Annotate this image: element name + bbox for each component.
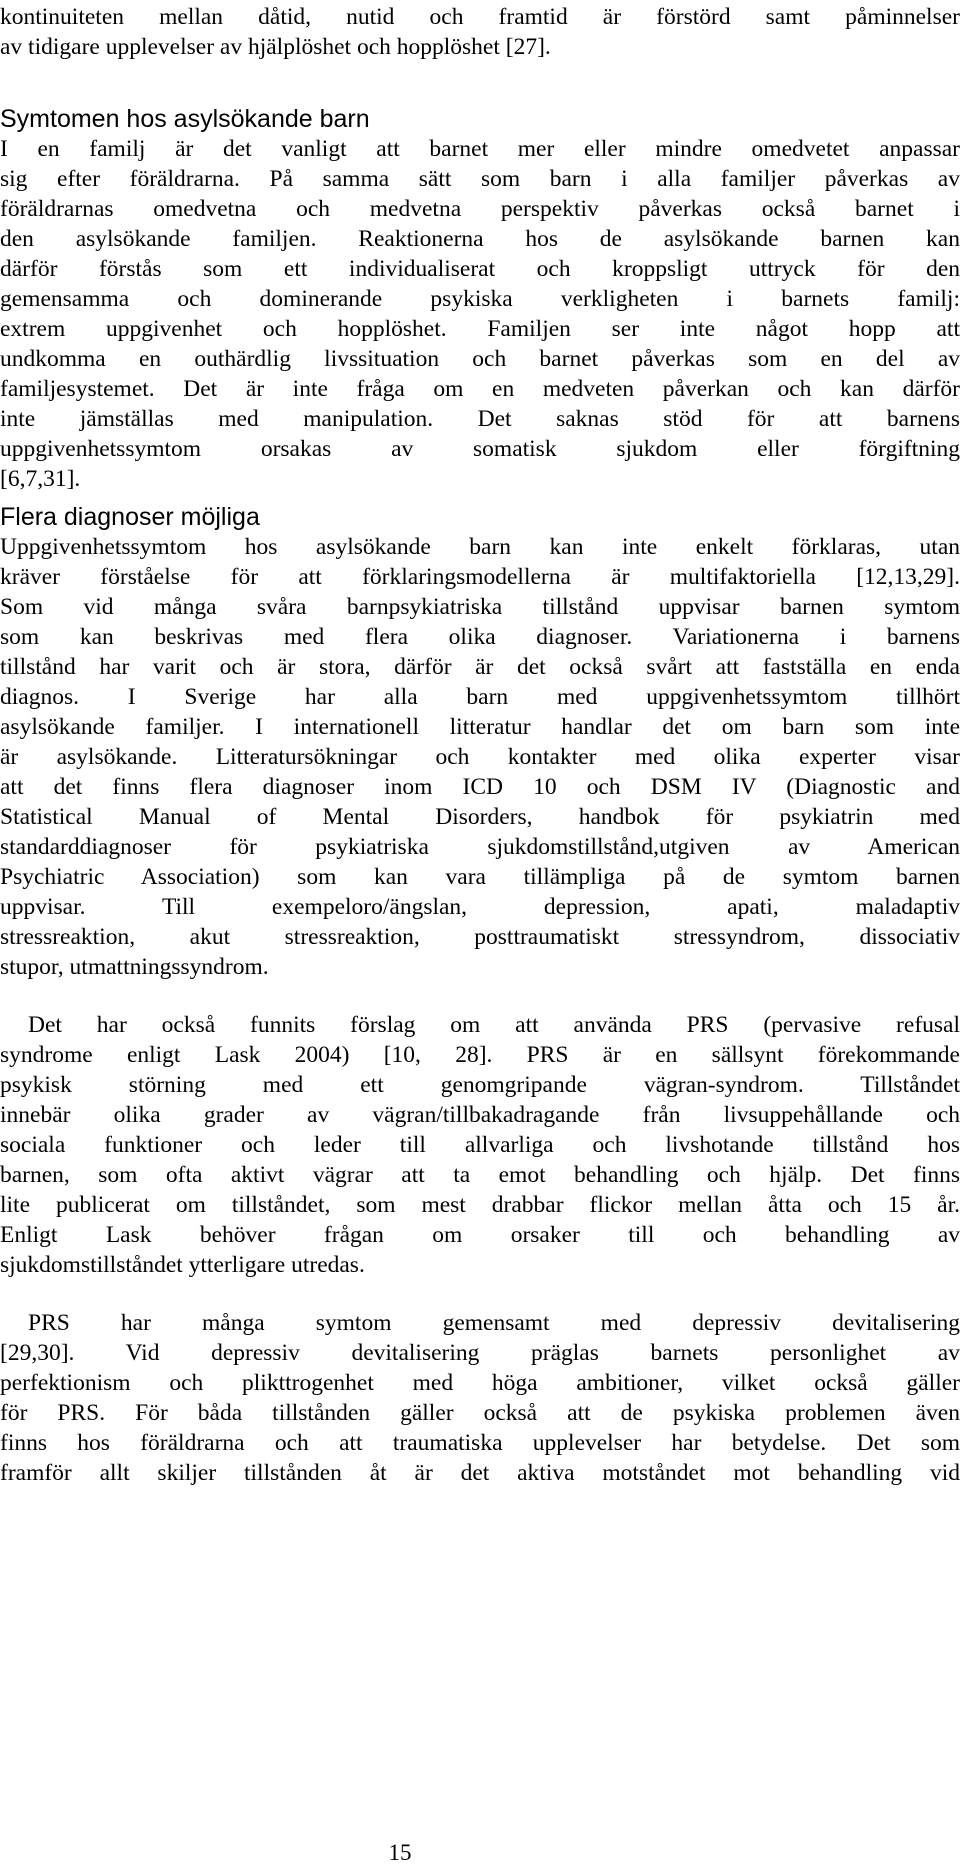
page-content bbox=[0, 2, 960, 1488]
text-line: psykisk störning med ett genomgripande vägran-syndrom. Tillståndet bbox=[0, 1072, 960, 1098]
text-line: extrem uppgivenhet och hopplöshet. Familjen ser inte något hopp att bbox=[0, 316, 960, 342]
text-line: innebär olika grader av vägran/tillbakadragande från livsuppehållande och bbox=[0, 1102, 960, 1128]
diagnoser-paragraph-3 bbox=[0, 1308, 960, 1488]
text-line: finns hos föräldrarna och att traumatiska upplevelser har betydelse. Det som bbox=[0, 1430, 960, 1456]
text-line: som kan beskrivas med flera olika diagnoser. Variationerna i barnens bbox=[0, 624, 960, 650]
text-line: I en familj är det vanligt att barnet mer eller mindre omedvetet anpassar bbox=[0, 136, 960, 162]
text-line: Som vid många svåra barnpsykiatriska tillstånd uppvisar barnen symtom bbox=[0, 594, 960, 620]
text-line: [6,7,31]. bbox=[0, 466, 81, 492]
text-line: tillstånd har varit och är stora, därför är det också svårt att fastställa en enda bbox=[0, 654, 960, 680]
text-line: familjesystemet. Det är inte fråga om en medveten påverkan och kan därför bbox=[0, 376, 960, 402]
text-line: asylsökande familjer. I internationell litteratur handlar det om barn som inte bbox=[0, 714, 960, 740]
text-line: [29,30]. Vid depressiv devitalisering präglas barnets personlighet av bbox=[0, 1340, 960, 1366]
text-line: sig efter föräldrarna. På samma sätt som barn i alla familjer påverkas av bbox=[0, 166, 960, 192]
text-line: uppgivenhetssymtom orsakas av somatisk sjukdom eller förgiftning bbox=[0, 436, 960, 462]
text-line: perfektionism och plikttrogenhet med höga ambitioner, vilket också gäller bbox=[0, 1370, 960, 1396]
text-line: stupor, utmattningssyndrom. bbox=[0, 954, 269, 980]
text-line: stressreaktion, akut stressreaktion, posttraumatiskt stressyndrom, dissociativ bbox=[0, 924, 960, 950]
intro-continuation-paragraph bbox=[0, 2, 960, 62]
text-line: är asylsökande. Litteratursökningar och kontakter med olika experter visar bbox=[0, 744, 960, 770]
section-heading-symtomen: Symtomen hos asylsökande barn bbox=[0, 105, 370, 133]
paragraph-spacer bbox=[0, 1280, 960, 1308]
text-line: standarddiagnoser för psykiatriska sjukdomstillstånd,utgiven av American bbox=[0, 834, 960, 860]
text-line: barnen, som ofta aktivt vägrar att ta emot behandling och hjälp. Det finns bbox=[0, 1162, 960, 1188]
text-line: föräldrarnas omedvetna och medvetna perspektiv påverkas också barnet i bbox=[0, 196, 960, 222]
page-number: 15 bbox=[388, 1840, 412, 1865]
text-line: sjukdomstillståndet ytterligare utredas. bbox=[0, 1252, 365, 1278]
text-line: därför förstås som ett individualiserat och kroppsligt uttryck för den bbox=[0, 256, 960, 282]
text-line: Statistical Manual of Mental Disorders, handbok för psykiatrin med bbox=[0, 804, 960, 830]
text-line: sociala funktioner och leder till allvarliga och livshotande tillstånd hos bbox=[0, 1132, 960, 1158]
symtomen-paragraph bbox=[0, 134, 960, 494]
diagnoser-paragraph-1 bbox=[0, 532, 960, 982]
text-line: kontinuiteten mellan dåtid, nutid och framtid är förstörd samt påminnelser bbox=[0, 4, 960, 30]
text-line: att det finns flera diagnoser inom ICD 10 och DSM IV (Diagnostic and bbox=[0, 774, 960, 800]
text-line: Uppgivenhetssymtom hos asylsökande barn kan inte enkelt förklaras, utan bbox=[0, 534, 960, 560]
text-line: syndrome enligt Lask 2004) [10, 28]. PRS är en sällsynt förekommande bbox=[0, 1042, 960, 1068]
text-line: av tidigare upplevelser av hjälplöshet och hopplöshet [27]. bbox=[0, 34, 551, 60]
text-line: diagnos. I Sverige har alla barn med uppgivenhetssymtom tillhört bbox=[0, 684, 960, 710]
section-heading-flera-diagnoser: Flera diagnoser möjliga bbox=[0, 503, 260, 531]
text-line: gemensamma och dominerande psykiska verkligheten i barnets familj: bbox=[0, 286, 960, 312]
text-line: uppvisar. Till exempeloro/ängslan, depression, apati, maladaptiv bbox=[0, 894, 960, 920]
text-line: lite publicerat om tillståndet, som mest drabbar flickor mellan åtta och 15 år. bbox=[0, 1192, 960, 1218]
diagnoser-paragraph-2 bbox=[0, 1010, 960, 1280]
text-line: Psychiatric Association) som kan vara tillämpliga på de symtom barnen bbox=[0, 864, 960, 890]
text-line: undkomma en outhärdlig livssituation och barnet påverkas som en del av bbox=[0, 346, 960, 372]
text-line: PRS har många symtom gemensamt med depressiv devitalisering bbox=[28, 1310, 960, 1336]
text-line: den asylsökande familjen. Reaktionerna hos de asylsökande barnen kan bbox=[0, 226, 960, 252]
text-line: framför allt skiljer tillstånden åt är det aktiva motståndet mot behandling vid bbox=[0, 1460, 960, 1486]
text-line: för PRS. För båda tillstånden gäller också att de psykiska problemen även bbox=[0, 1400, 960, 1426]
paragraph-spacer bbox=[0, 982, 960, 1010]
text-line: Enligt Lask behöver frågan om orsaker till och behandling av bbox=[0, 1222, 960, 1248]
text-line: kräver förståelse för att förklaringsmodellerna är multifaktoriella [12,13,29]. bbox=[0, 564, 960, 590]
text-line: inte jämställas med manipulation. Det saknas stöd för att barnens bbox=[0, 406, 960, 432]
text-line: Det har också funnits förslag om att använda PRS (pervasive refusal bbox=[28, 1012, 960, 1038]
